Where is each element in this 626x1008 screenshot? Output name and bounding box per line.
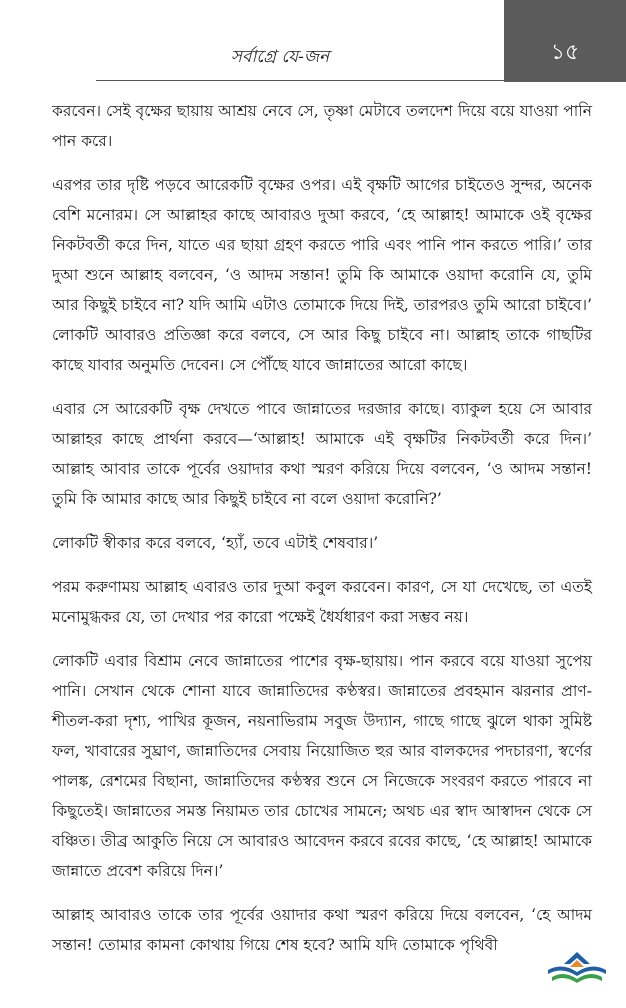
page-body bbox=[52, 96, 592, 974]
page-number-box bbox=[504, 0, 626, 82]
paragraph: এবার সে আরেকটি বৃক্ষ দেখতে পাবে জান্নাতের দরজার কাছে। ব্যাকুল হয়ে সে আবার আল্লাহর কাছে প্রার্থনা করবে—‘আল্লাহ! আমাকে এই বৃক্ষটির নিকটবর্তী করে দিন।’ আল্লাহ আবার তাকে পূর্বের ওয়াদার কথা স্মরণ করিয়ে দিয়ে বলবেন, ‘ও আদম সন্তান! তুমি কি আমার কাছে আর কিছুই চাইবে না বলে ওয়াদা করোনি?’ bbox=[52, 400, 592, 508]
paragraph: এরপর তার দৃষ্টি পড়বে আরেকটি বৃক্ষের ওপর। এই বৃক্ষটি আগের চাইতেও সুন্দর, অনেক বেশি মনোরম। সে আল্লাহর কাছে আবারও দুআ করবে, ‘হে আল্লাহ! আমাকে ওই বৃক্ষের নিকটবর্তী করে দিন, যাতে এর ছায়া গ্রহণ করতে পারি এবং পানি পান করতে পারি।’ তার দুআ শুনে আল্লাহ বলবেন, ‘ও আদম সন্তান! তুমি কি আমাকে ওয়াদা করোনি যে, তুমি আর কিছুই চাইবে না? যদি আমি এটাও তোমাকে দিয়ে দিই, তারপরও তুমি আরো চাইবে।’ লোকটি আবারও প্রতিজ্ঞা করে বলবে, সে আর কিছু চাইবে না। আল্লাহ তাকে গাছটির কাছে যাবার অনুমতি দেবেন। সে পৌঁছে যাবে জান্নাতের আরো কাছে। bbox=[52, 176, 592, 374]
running-title: সর্বাগ্রে যে-জন bbox=[230, 47, 330, 67]
paragraph: করবেন। সেই বৃক্ষের ছায়ায় আশ্রয় নেবে সে, তৃষ্ণা মেটাবে তলদেশ দিয়ে বয়ে যাওয়া পানি পান করে। bbox=[52, 102, 592, 150]
publisher-book-logo-icon bbox=[542, 948, 612, 988]
page-header bbox=[0, 0, 626, 82]
header-rule bbox=[96, 80, 504, 81]
paragraph: পরম করুণাময় আল্লাহ এবারও তার দুআ কবুল করবেন। কারণ, সে যা দেখেছে, তা এতই মনোমুগ্ধকর যে, তা দেখার পর কারো পক্ষেই ধৈর্যধারণ করা সম্ভব নয়। bbox=[52, 578, 592, 626]
paragraph: লোকটি এবার বিশ্রাম নেবে জান্নাতের পাশের বৃক্ষ-ছায়ায়। পান করবে বয়ে যাওয়া সুপেয় পানি। সেখান থেকে শোনা যাবে জান্নাতিদের কণ্ঠস্বর। জান্নাতের প্রবহমান ঝরনার প্রাণ-শীতল-করা দৃশ্য, পাখির কূজন, নয়নাভিরাম সবুজ উদ্যান, গাছে গাছে ঝুলে থাকা সুমিষ্ট ফল, খাবারের সুঘ্রাণ, জান্নাতিদের সেবায় নিয়োজিত হুর আর বালকদের পদচারণা, স্বর্ণের পালঙ্ক, রেশমের বিছানা, জান্নাতিদের কণ্ঠস্বর শুনে সে নিজেকে সংবরণ করতে পারবে না কিছুতেই। জান্নাতের সমস্ত নিয়ামত তার চোখের সামনে; অথচ এর স্বাদ আস্বাদন থেকে সে বঞ্চিত। তীব্র আকুতি নিয়ে সে আবারও আবেদন করবে রবের কাছে, ‘হে আল্লাহ! আমাকে জান্নাতে প্রবেশ করিয়ে দিন।’ bbox=[52, 652, 592, 880]
paragraph: আল্লাহ আবারও তাকে তার পূর্বের ওয়াদার কথা স্মরণ করিয়ে দিয়ে বলবেন, ‘হে আদম সন্তান! তোমার কামনা কোথায় গিয়ে শেষ হবে? আমি যদি তোমাকে পৃথিবী bbox=[52, 906, 592, 954]
page-number: ১৫ bbox=[550, 39, 580, 65]
paragraph: লোকটি স্বীকার করে বলবে, ‘হ্যাঁ, তবে এটাই শেষবার।’ bbox=[52, 534, 379, 552]
